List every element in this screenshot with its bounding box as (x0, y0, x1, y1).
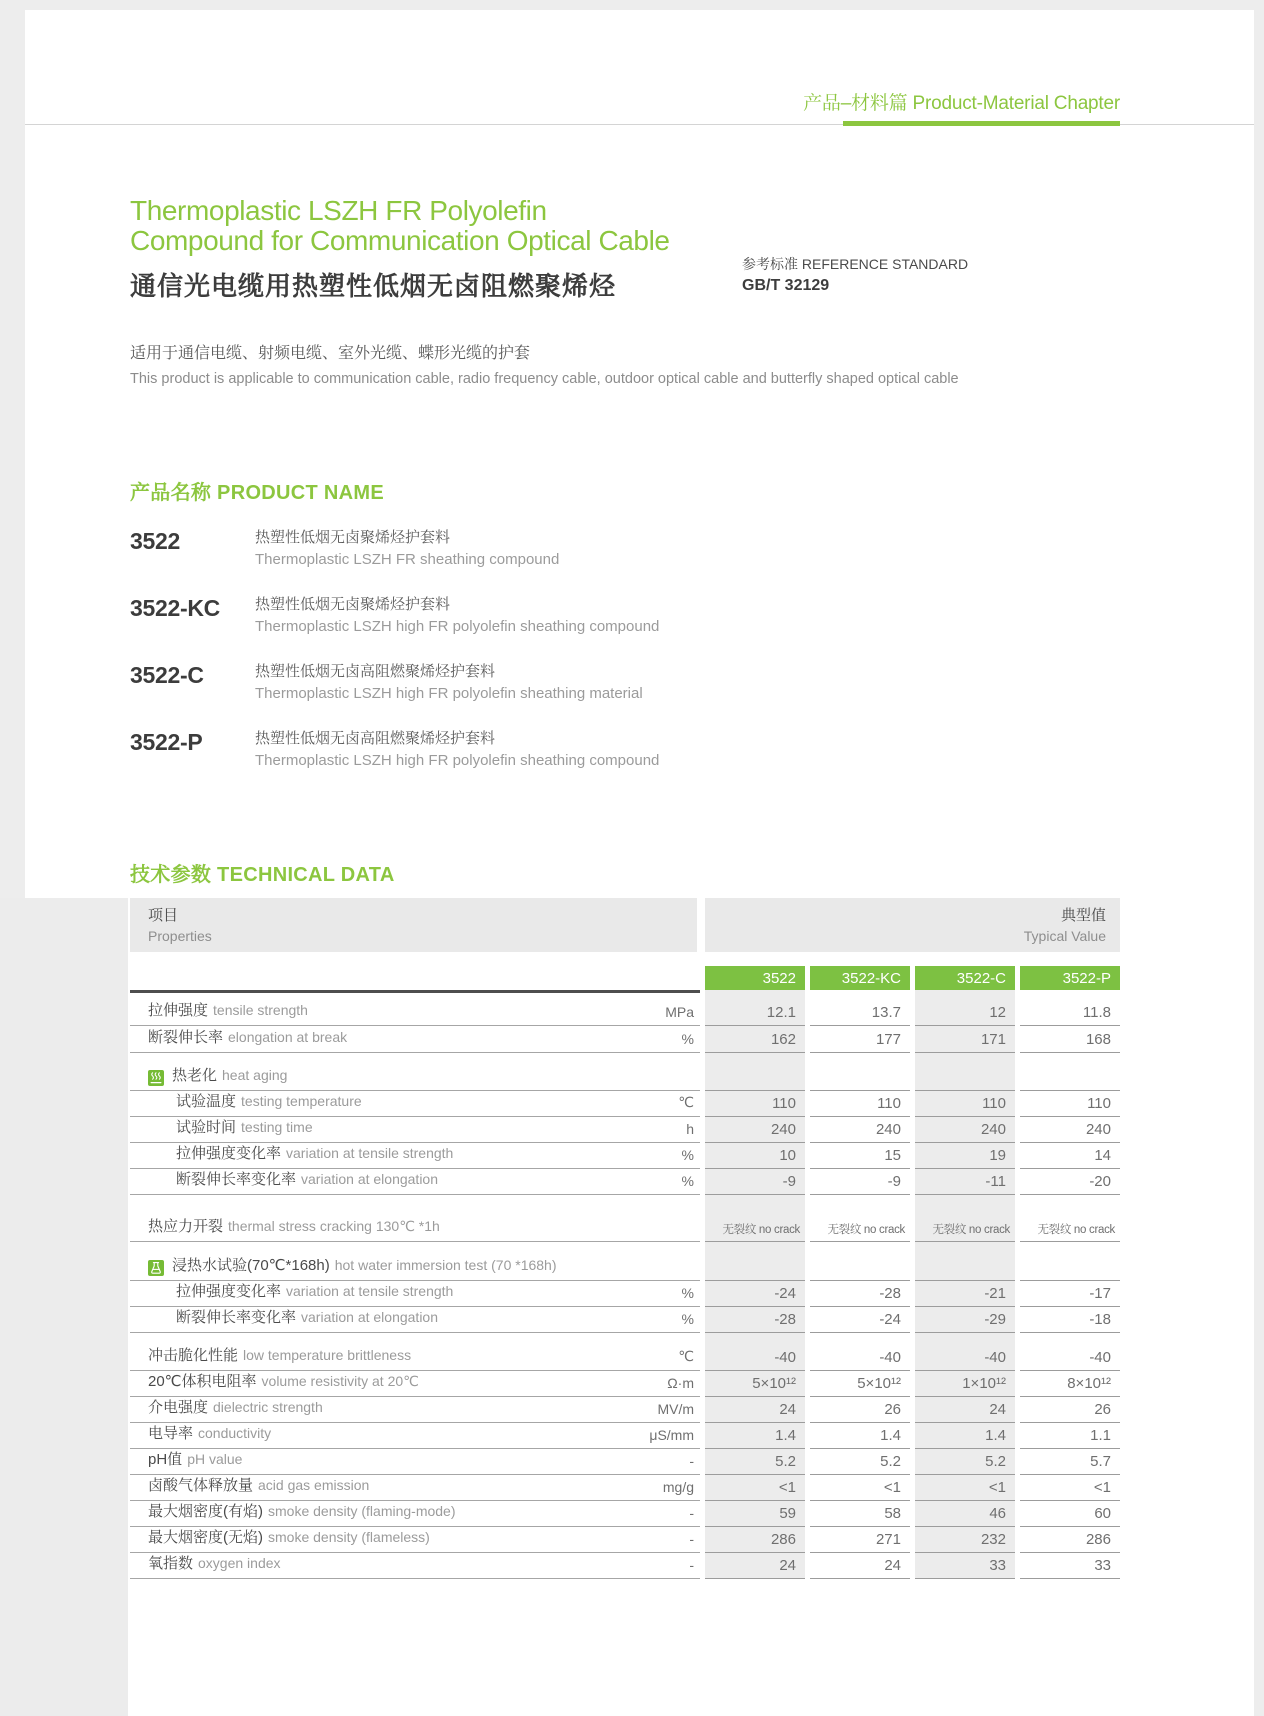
property-label-zh: 卤酸气体释放量 (148, 1477, 254, 1494)
value-cell-3522-KC: -9 (810, 1168, 910, 1195)
property-cell (130, 1206, 700, 1242)
property-cell (130, 1090, 700, 1117)
table-row (130, 1206, 1120, 1242)
value-cell-3522-C: 24 (915, 1396, 1015, 1423)
product-descriptions (255, 661, 850, 705)
table-row (130, 1344, 1120, 1370)
property-cell (130, 1306, 700, 1333)
page-margin-left-band (0, 898, 128, 1716)
column-header-3522-C: 3522-C (915, 966, 1015, 990)
value-cell-3522-P: 60 (1020, 1500, 1120, 1527)
property-label-en: thermal stress cracking 130℃ *1h (228, 1218, 440, 1234)
page-margin-right (1254, 0, 1264, 1716)
property-label-zh: 最大烟密度(有焰) (148, 1503, 263, 1520)
table-row (130, 1026, 1120, 1052)
product-code: 3522-P (130, 729, 203, 755)
property-label-en: dielectric strength (213, 1399, 323, 1415)
page-margin-left (0, 0, 25, 898)
property-label-zh: 冲击脆化性能 (148, 1347, 239, 1364)
value-cell-3522-KC (810, 1254, 910, 1281)
value-cell-3522-C: 19 (915, 1142, 1015, 1169)
value-cell-3522: 24 (705, 1396, 805, 1423)
value-cell-3522-P: -18 (1020, 1306, 1120, 1333)
property-label-en: testing time (241, 1119, 313, 1135)
property-cell (130, 1500, 700, 1527)
table-row (130, 1280, 1120, 1306)
product-description-en: Thermoplastic LSZH high FR polyolefin sheathing compound (255, 618, 660, 635)
property-label-en: variation at elongation (301, 1171, 439, 1187)
property-label-zh: 试验温度 (176, 1093, 237, 1110)
page-title-en-line1: Thermoplastic LSZH FR Polyolefin (130, 195, 547, 226)
property-label (176, 1306, 682, 1327)
product-description-zh: 热塑性低烟无卤聚烯烃护套料 (255, 596, 451, 613)
value-cell-3522: 5×10¹² (705, 1370, 805, 1397)
property-label (176, 1280, 682, 1301)
value-cell-3522: 59 (705, 1500, 805, 1527)
page-title-en-line2: Compound for Communication Optical Cable (130, 225, 670, 256)
value-cell-3522-KC: -28 (810, 1280, 910, 1307)
table-row (130, 1448, 1120, 1474)
page-title-en (130, 196, 670, 256)
property-label-zh: 氧指数 (148, 1555, 194, 1572)
value-cell-3522-C: 无裂纹 no crack (915, 1206, 1015, 1242)
value-cell-3522-KC: 177 (810, 1026, 910, 1053)
value-cell-3522-KC: 271 (810, 1526, 910, 1553)
property-label (148, 999, 665, 1020)
value-cell-3522-P: -40 (1020, 1344, 1120, 1371)
property-label-en: smoke density (flaming-mode) (268, 1503, 456, 1519)
product-list (130, 527, 850, 795)
property-cell (130, 1064, 700, 1091)
property-label-en: testing temperature (241, 1093, 362, 1109)
value-cell-3522-P: 8×10¹² (1020, 1370, 1120, 1397)
table-row (130, 1474, 1120, 1500)
property-label-zh: 拉伸强度变化率 (176, 1145, 282, 1162)
value-cell-3522-KC: 240 (810, 1116, 910, 1143)
product-descriptions (255, 594, 850, 638)
property-unit: h (686, 1121, 694, 1137)
value-cell-3522-P: 无裂纹 no crack (1020, 1206, 1120, 1242)
product-item (130, 661, 850, 705)
value-cell-3522: 5.2 (705, 1448, 805, 1475)
property-unit: - (689, 1505, 694, 1521)
property-label-zh: pH值 (148, 1451, 183, 1468)
value-cell-3522-C: -11 (915, 1168, 1015, 1195)
property-unit: % (681, 1147, 694, 1163)
value-cell-3522-C: 5.2 (915, 1448, 1015, 1475)
table-row (130, 1422, 1120, 1448)
value-cell-3522-KC: 24 (810, 1552, 910, 1579)
property-label (176, 1168, 682, 1189)
value-cell-3522-C: -21 (915, 1280, 1015, 1307)
property-label (176, 1090, 678, 1111)
property-label (148, 1552, 689, 1573)
property-label-en: variation at elongation (301, 1309, 439, 1325)
property-cell (130, 1026, 700, 1053)
value-cell-3522: <1 (705, 1474, 805, 1501)
value-cell-3522-KC: <1 (810, 1474, 910, 1501)
property-label (148, 1370, 667, 1391)
value-cell-3522-KC: 13.7 (810, 990, 910, 1026)
value-cell-3522-C: 12 (915, 990, 1015, 1026)
column-header-spacer (130, 966, 700, 990)
table-row (130, 1552, 1120, 1578)
property-unit: μS/mm (649, 1427, 694, 1443)
value-cell-3522: -24 (705, 1280, 805, 1307)
product-descriptions (255, 527, 850, 571)
value-cell-3522: -9 (705, 1168, 805, 1195)
property-cell (130, 1552, 700, 1579)
value-cell-3522-KC: 26 (810, 1396, 910, 1423)
value-cell-3522-P: <1 (1020, 1474, 1120, 1501)
property-label-zh: 最大烟密度(无焰) (148, 1529, 263, 1546)
typical-value-header-zh: 典型值 (1060, 907, 1106, 924)
table-row (130, 1526, 1120, 1552)
value-cell-3522-C: 1×10¹² (915, 1370, 1015, 1397)
hot-water-immersion-icon (148, 1260, 164, 1276)
table-row (130, 1142, 1120, 1168)
property-label-en: variation at tensile strength (286, 1283, 454, 1299)
property-cell (130, 1344, 700, 1371)
value-cell-3522: 12.1 (705, 990, 805, 1026)
property-label-en: low temperature brittleness (243, 1347, 412, 1363)
value-cell-3522-P: 1.1 (1020, 1422, 1120, 1449)
table-row (130, 990, 1120, 1026)
chapter-accent-bar (843, 121, 1120, 126)
property-unit: ℃ (678, 1348, 694, 1364)
column-header-3522-P: 3522-P (1020, 966, 1120, 990)
value-cell-3522-P (1020, 1064, 1120, 1091)
property-label-zh: 浸热水试验(70℃*168h) (172, 1257, 330, 1274)
property-label-zh: 热老化 (172, 1067, 218, 1084)
property-unit: MV/m (657, 1401, 694, 1417)
property-label-en: conductivity (198, 1425, 272, 1441)
property-label (148, 1422, 649, 1443)
property-label-en: oxygen index (198, 1555, 281, 1571)
property-unit: Ω·m (667, 1375, 694, 1391)
value-cell-3522-P: -17 (1020, 1280, 1120, 1307)
value-cell-3522: 240 (705, 1116, 805, 1143)
property-cell (130, 1142, 700, 1169)
property-label (148, 1215, 694, 1236)
property-unit: % (681, 1311, 694, 1327)
property-cell (130, 1168, 700, 1195)
table-row (130, 1396, 1120, 1422)
property-label-en: heat aging (222, 1067, 288, 1083)
property-label (148, 1500, 689, 1521)
property-label-zh: 拉伸强度 (148, 1002, 209, 1019)
value-cell-3522: 10 (705, 1142, 805, 1169)
property-label-zh: 试验时间 (176, 1119, 237, 1136)
product-item (130, 594, 850, 638)
value-cell-3522-C: 240 (915, 1116, 1015, 1143)
column-header-3522: 3522 (705, 966, 805, 990)
value-cell-3522: -28 (705, 1306, 805, 1333)
property-label-en: hot water immersion test (70 *168h) (334, 1257, 557, 1273)
property-label (148, 1526, 689, 1547)
property-label-en: acid gas emission (258, 1477, 370, 1493)
applicability-en: This product is applicable to communication cable, radio frequency cable, outdoor optical cable and butterfly shaped optical cable (130, 371, 959, 387)
value-cell-3522-KC: -40 (810, 1344, 910, 1371)
property-label (148, 1026, 682, 1047)
technical-data-heading: 技术参数 TECHNICAL DATA (130, 864, 395, 886)
property-unit: - (689, 1531, 694, 1547)
column-header-3522-KC: 3522-KC (810, 966, 910, 990)
value-cell-3522-C: <1 (915, 1474, 1015, 1501)
value-cell-3522: 286 (705, 1526, 805, 1553)
table-row (130, 1090, 1120, 1116)
value-cell-3522-KC: 58 (810, 1500, 910, 1527)
value-cell-3522-P: 286 (1020, 1526, 1120, 1553)
property-unit: mg/g (662, 1479, 694, 1495)
value-cell-3522-C (915, 1254, 1015, 1281)
property-unit: - (689, 1453, 694, 1469)
value-cell-3522-KC: 5.2 (810, 1448, 910, 1475)
properties-header-zh: 项目 (148, 907, 179, 924)
value-cell-3522-KC: 110 (810, 1090, 910, 1117)
property-label-en: pH value (187, 1451, 243, 1467)
product-code: 3522-C (130, 662, 204, 688)
technical-table-column-headers (130, 966, 1120, 990)
property-cell (130, 1526, 700, 1553)
value-cell-3522-KC: -24 (810, 1306, 910, 1333)
property-label-en: elongation at break (228, 1029, 348, 1045)
value-cell-3522-C: -29 (915, 1306, 1015, 1333)
value-cell-3522-P: 168 (1020, 1026, 1120, 1053)
page-title-zh: 通信光电缆用热塑性低烟无卤阻燃聚烯烃 (130, 271, 617, 301)
property-label (148, 1448, 689, 1469)
value-cell-3522 (705, 1254, 805, 1281)
page-margin-top (0, 0, 1264, 10)
product-item (130, 527, 850, 571)
product-item (130, 728, 850, 772)
property-label (172, 1254, 694, 1275)
property-unit: ℃ (678, 1094, 694, 1110)
value-cell-3522: -40 (705, 1344, 805, 1371)
property-label-en: variation at tensile strength (286, 1145, 454, 1161)
property-cell (130, 1396, 700, 1423)
property-cell (130, 1422, 700, 1449)
value-cell-3522-C: -40 (915, 1344, 1015, 1371)
value-cell-3522: 1.4 (705, 1422, 805, 1449)
value-cell-3522-C (915, 1064, 1015, 1091)
table-row (130, 1168, 1120, 1194)
property-unit: - (689, 1557, 694, 1573)
technical-table-rows (130, 990, 1120, 1578)
property-label (176, 1142, 682, 1163)
value-cell-3522 (705, 1064, 805, 1091)
property-unit: MPa (665, 1004, 694, 1020)
value-cell-3522-KC: 无裂纹 no crack (810, 1206, 910, 1242)
value-cell-3522-KC: 5×10¹² (810, 1370, 910, 1397)
typical-value-header-en: Typical Value (1023, 928, 1106, 944)
table-row (130, 1254, 1120, 1280)
product-description-zh: 热塑性低烟无卤高阻燃聚烯烃护套料 (255, 663, 496, 680)
property-label (148, 1396, 657, 1417)
properties-header-block (130, 898, 697, 952)
property-cell (130, 1370, 700, 1397)
value-cell-3522-P: 240 (1020, 1116, 1120, 1143)
property-label-zh: 拉伸强度变化率 (176, 1283, 282, 1300)
table-row (130, 1064, 1120, 1090)
table-row (130, 1500, 1120, 1526)
value-cell-3522-C: 171 (915, 1026, 1015, 1053)
product-descriptions (255, 728, 850, 772)
technical-table (130, 966, 1120, 1578)
product-code: 3522 (130, 528, 180, 554)
value-cell-3522-P: 110 (1020, 1090, 1120, 1117)
value-cell-3522: 无裂纹 no crack (705, 1206, 805, 1242)
property-label-zh: 电导率 (148, 1425, 194, 1442)
value-cell-3522-P: 33 (1020, 1552, 1120, 1579)
properties-header-en: Properties (148, 928, 212, 944)
value-cell-3522-KC (810, 1064, 910, 1091)
property-unit: % (681, 1173, 694, 1189)
property-label (148, 1344, 678, 1365)
property-cell (130, 1254, 700, 1281)
property-cell (130, 990, 700, 1026)
value-cell-3522-P: 11.8 (1020, 990, 1120, 1026)
value-cell-3522: 162 (705, 1026, 805, 1053)
value-cell-3522-KC: 1.4 (810, 1422, 910, 1449)
table-row (130, 1116, 1120, 1142)
value-cell-3522-C: 46 (915, 1500, 1015, 1527)
property-label-en: volume resistivity at 20℃ (261, 1373, 419, 1389)
table-row (130, 1306, 1120, 1332)
property-cell (130, 1280, 700, 1307)
value-cell-3522-P: 14 (1020, 1142, 1120, 1169)
property-label-zh: 断裂伸长率变化率 (176, 1171, 297, 1188)
product-description-zh: 热塑性低烟无卤聚烯烃护套料 (255, 529, 451, 546)
typical-value-header-block (705, 898, 1120, 952)
value-cell-3522-P: 26 (1020, 1396, 1120, 1423)
property-unit: % (681, 1031, 694, 1047)
property-label-en: tensile strength (213, 1002, 308, 1018)
product-code: 3522-KC (130, 595, 220, 621)
value-cell-3522-P: 5.7 (1020, 1448, 1120, 1475)
property-label-zh: 介电强度 (148, 1399, 209, 1416)
value-cell-3522: 24 (705, 1552, 805, 1579)
product-description-en: Thermoplastic LSZH high FR polyolefin sheathing material (255, 685, 643, 702)
product-description-en: Thermoplastic LSZH high FR polyolefin sheathing compound (255, 752, 660, 769)
property-cell (130, 1116, 700, 1143)
property-label-zh: 断裂伸长率 (148, 1029, 224, 1046)
value-cell-3522-KC: 15 (810, 1142, 910, 1169)
property-unit: % (681, 1285, 694, 1301)
property-label (176, 1116, 686, 1137)
product-description-zh: 热塑性低烟无卤高阻燃聚烯烃护套料 (255, 730, 496, 747)
value-cell-3522-P: -20 (1020, 1168, 1120, 1195)
value-cell-3522-P (1020, 1254, 1120, 1281)
value-cell-3522-C: 1.4 (915, 1422, 1015, 1449)
applicability-zh: 适用于通信电缆、射频电缆、室外光缆、蝶形光缆的护套 (130, 345, 531, 362)
reference-standard-value: GB/T 32129 (742, 277, 830, 294)
property-cell (130, 1474, 700, 1501)
property-cell (130, 1448, 700, 1475)
property-label (148, 1474, 663, 1495)
chapter-label: 产品–材料篇 Product-Material Chapter (803, 93, 1120, 114)
property-label (172, 1064, 694, 1085)
product-description-en: Thermoplastic LSZH FR sheathing compound (255, 551, 560, 568)
property-label-en: smoke density (flameless) (268, 1529, 430, 1545)
reference-standard-label: 参考标准 REFERENCE STANDARD (742, 256, 969, 272)
table-row (130, 1370, 1120, 1396)
property-label-zh: 断裂伸长率变化率 (176, 1309, 297, 1326)
property-label-zh: 20℃体积电阻率 (148, 1373, 257, 1390)
value-cell-3522-C: 110 (915, 1090, 1015, 1117)
heat-aging-icon (148, 1070, 164, 1086)
value-cell-3522-C: 33 (915, 1552, 1015, 1579)
property-label-zh: 热应力开裂 (148, 1218, 224, 1235)
value-cell-3522-C: 232 (915, 1526, 1015, 1553)
product-name-heading: 产品名称 PRODUCT NAME (130, 482, 384, 504)
value-cell-3522: 110 (705, 1090, 805, 1117)
